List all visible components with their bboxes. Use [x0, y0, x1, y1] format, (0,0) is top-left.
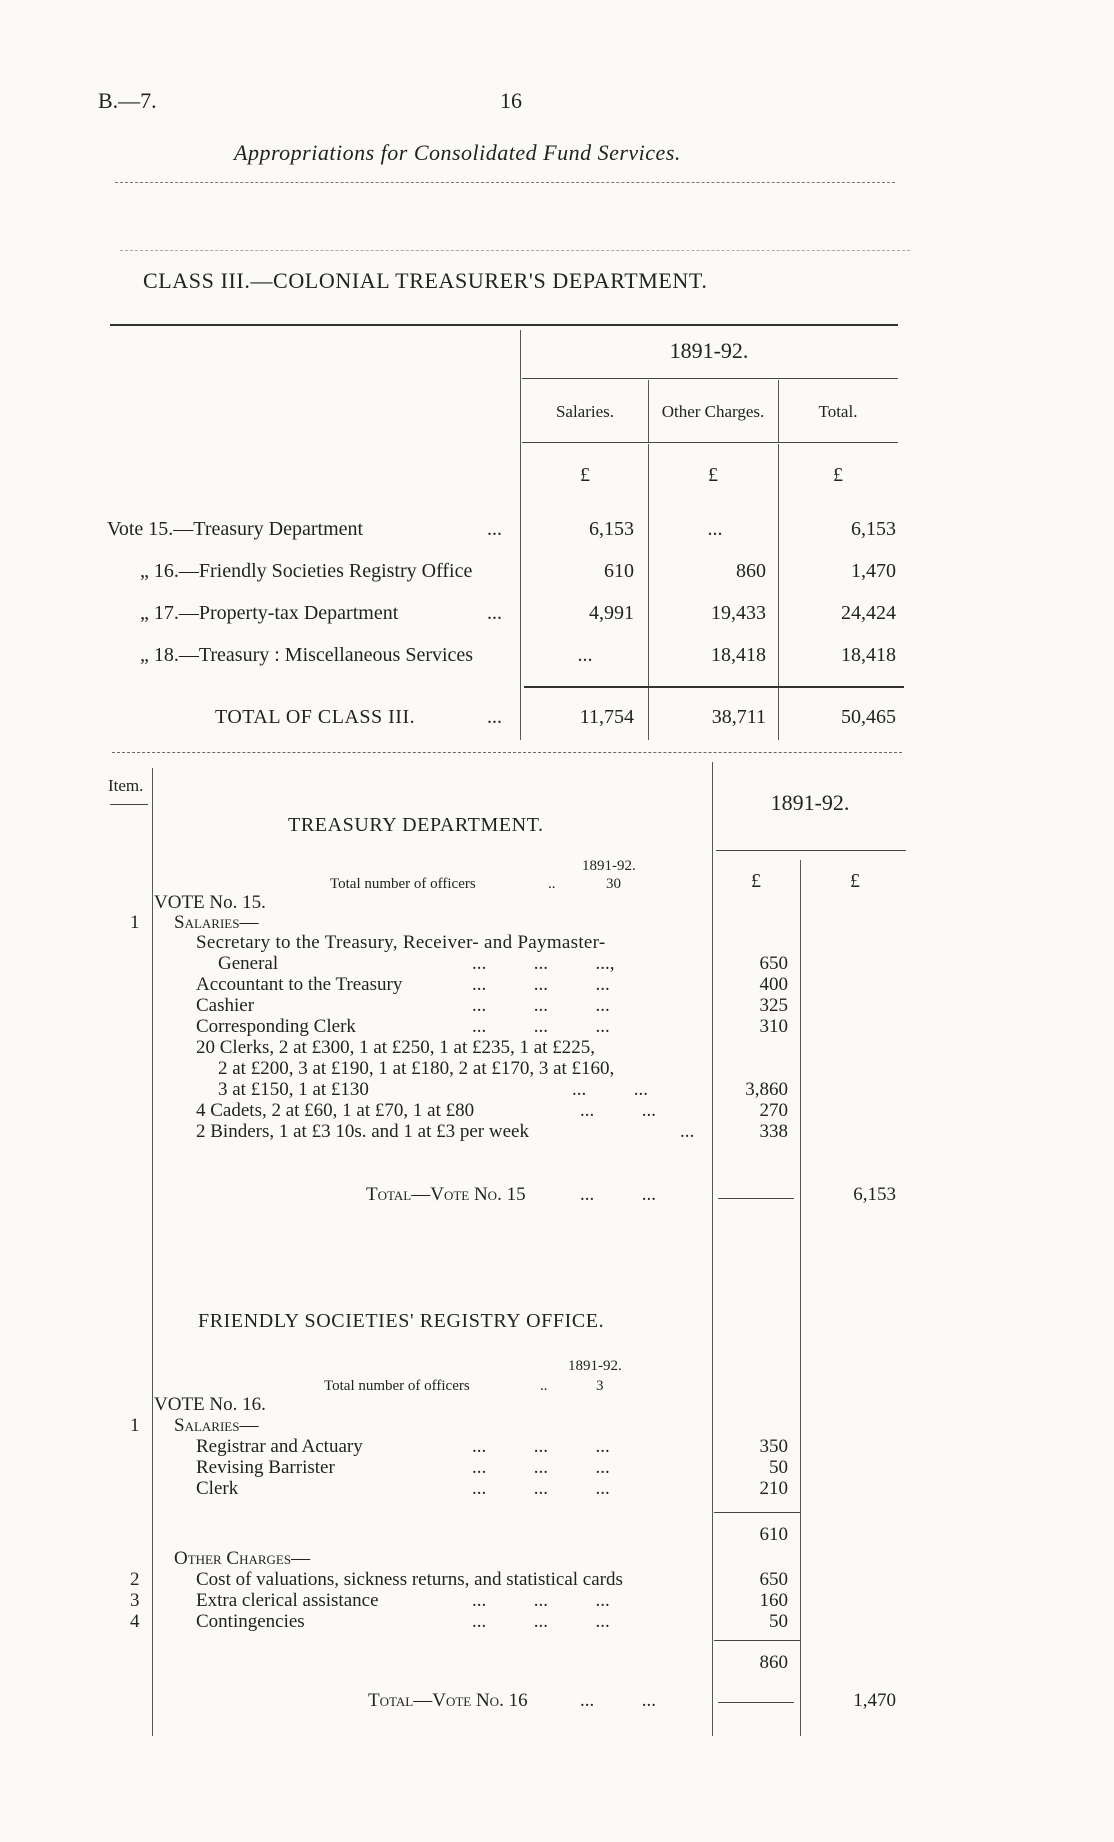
- summary-row-other: ...: [707, 518, 723, 540]
- friendly-total-label: Total—Vote No. 16: [368, 1690, 528, 1711]
- class-heading-rule: [110, 324, 898, 326]
- line-dots: ... ... ...: [472, 1016, 610, 1037]
- line-amount: 210: [759, 1478, 788, 1499]
- treasury-officers-dots: ..: [548, 876, 556, 892]
- header-rule: [115, 182, 895, 183]
- summary-row-salaries: 4,991: [589, 602, 634, 624]
- line-item-number: 4: [130, 1611, 140, 1632]
- treasury-total-dots: ... ...: [580, 1184, 656, 1205]
- amount-column-rule: [712, 762, 713, 1736]
- treasury-vote-heading: VOTE No. 15.: [154, 892, 266, 913]
- summary-total-salaries: 11,754: [579, 706, 634, 728]
- page-number: 16: [500, 88, 522, 113]
- line-text: 20 Clerks, 2 at £300, 1 at £250, 1 at £235, 1 at £225,: [196, 1037, 595, 1058]
- line-dots: ... ... ...: [472, 1478, 610, 1499]
- detail-currency-total: £: [850, 870, 860, 892]
- summary-row-dots: ...: [487, 518, 502, 540]
- line-amount: 350: [759, 1436, 788, 1457]
- treasury-title: TREASURY DEPARTMENT.: [288, 814, 544, 836]
- line-text: Contingencies: [196, 1611, 305, 1632]
- treasury-total-amount: 6,153: [853, 1184, 896, 1205]
- line-text: Secretary to the Treasury, Receiver- and Paymaster-: [196, 932, 606, 953]
- line-dots: ... ... ...: [472, 1457, 610, 1478]
- friendly-salary-subtotal: 610: [759, 1524, 788, 1545]
- summary-col-salaries: Salaries.: [555, 402, 615, 421]
- line-dots: ... ... ...,: [472, 953, 615, 974]
- summary-year: 1891-92.: [669, 338, 749, 363]
- friendly-vote-heading: VOTE No. 16.: [154, 1394, 266, 1415]
- line-text: Cashier: [196, 995, 255, 1016]
- line-text: Registrar and Actuary: [196, 1436, 363, 1457]
- summary-row-total: 6,153: [851, 518, 896, 540]
- friendly-officers-year: 1891-92.: [568, 1358, 622, 1374]
- line-amount: 650: [759, 1569, 788, 1590]
- summary-row-dots: ...: [487, 602, 502, 624]
- treasury-officers-label: Total number of officers: [330, 876, 476, 892]
- line-amount: 50: [769, 1611, 788, 1632]
- friendly-other-heading: Other Charges—: [174, 1548, 311, 1569]
- summary-row-label: Vote 15.—Treasury Department: [107, 518, 364, 540]
- summary-row-label: „ 17.—Property-tax Department: [140, 602, 399, 624]
- treasury-salaries-heading: Salaries—: [174, 912, 259, 933]
- line-dots: ... ...: [580, 1100, 656, 1121]
- total-column-rule: [800, 860, 801, 1736]
- line-amount: 400: [759, 974, 788, 995]
- line-text: 2 Binders, 1 at £3 10s. and 1 at £3 per week: [196, 1121, 529, 1142]
- line-amount: 650: [759, 953, 788, 974]
- summary-col-total: Total.: [818, 402, 858, 421]
- line-text: General: [218, 953, 279, 974]
- class-heading: CLASS III.—COLONIAL TREASURER'S DEPARTMENT.: [143, 268, 708, 293]
- summary-currency-salaries: £: [580, 464, 590, 486]
- line-text: 2 at £200, 3 at £190, 1 at £180, 2 at £170, 3 at £160,: [218, 1058, 615, 1079]
- line-text: Revising Barrister: [196, 1457, 335, 1478]
- summary-row-total: 1,470: [851, 560, 896, 582]
- summary-row-salaries: ...: [577, 644, 593, 666]
- summary-total-total: 50,465: [841, 706, 896, 728]
- line-dots: ... ... ...: [472, 1436, 610, 1457]
- summary-total-rule: [524, 686, 904, 688]
- line-amount: 325: [759, 995, 788, 1016]
- summary-row-total: 24,424: [841, 602, 896, 624]
- friendly-total-amount: 1,470: [853, 1690, 896, 1711]
- line-text: Clerk: [196, 1478, 239, 1499]
- summary-row-salaries: 6,153: [589, 518, 634, 540]
- line-amount: 338: [759, 1121, 788, 1142]
- line-amount: 50: [769, 1457, 788, 1478]
- friendly-title: FRIENDLY SOCIETIES' REGISTRY OFFICE.: [198, 1310, 605, 1332]
- line-dots: ... ... ...: [472, 1590, 610, 1611]
- line-dots: ... ... ...: [472, 974, 610, 995]
- header-rule-2: [120, 250, 910, 251]
- line-text: Accountant to the Treasury: [196, 974, 403, 995]
- report-reference: B.—7.: [98, 88, 157, 113]
- line-dots: ...: [680, 1121, 695, 1142]
- summary-total-other: 38,711: [711, 706, 766, 728]
- friendly-officers-label: Total number of officers: [324, 1378, 470, 1394]
- line-amount: 270: [759, 1100, 788, 1121]
- line-text: Cost of valuations, sickness returns, and statistical cards: [196, 1569, 623, 1590]
- summary-row-other: 18,418: [711, 644, 766, 666]
- item-column-rule: [152, 768, 153, 1736]
- friendly-salary-item: 1: [130, 1415, 140, 1436]
- summary-row-label: „ 16.—Friendly Societies Registry Office: [140, 560, 473, 582]
- line-text: Corresponding Clerk: [196, 1016, 356, 1037]
- line-amount: 160: [759, 1590, 788, 1611]
- summary-currency-other: £: [708, 464, 718, 486]
- summary-row-other: 19,433: [711, 602, 766, 624]
- summary-col-other: Other Charges.: [661, 402, 765, 421]
- friendly-other-subtotal: 860: [759, 1652, 788, 1673]
- detail-currency-amount: £: [751, 870, 761, 892]
- line-dots: ... ... ...: [472, 1611, 610, 1632]
- treasury-total-label: Total—Vote No. 15: [366, 1184, 526, 1205]
- line-dots: ... ... ...: [472, 995, 610, 1016]
- summary-total-dots: ...: [487, 706, 502, 728]
- line-item-number: 3: [130, 1590, 140, 1611]
- line-text: 3 at £150, 1 at £130: [218, 1079, 369, 1100]
- line-amount: 310: [759, 1016, 788, 1037]
- summary-row-salaries: 610: [604, 560, 634, 582]
- friendly-officers-dots: ..: [540, 1378, 548, 1394]
- line-dots: ... ...: [572, 1079, 648, 1100]
- treasury-officers-year: 1891-92.: [582, 858, 636, 874]
- line-text: 4 Cadets, 2 at £60, 1 at £70, 1 at £80: [196, 1100, 475, 1121]
- summary-currency-total: £: [833, 464, 843, 486]
- friendly-salaries-heading: Salaries—: [174, 1415, 259, 1436]
- line-amount: 3,860: [745, 1079, 788, 1100]
- item-column-header: Item.: [108, 776, 144, 795]
- summary-row-total: 18,418: [841, 644, 896, 666]
- line-item-number: 2: [130, 1569, 140, 1590]
- treasury-officers-count: 30: [606, 876, 621, 892]
- section-separator: [112, 752, 902, 753]
- line-text: Extra clerical assistance: [196, 1590, 379, 1611]
- friendly-total-dots: ... ...: [580, 1690, 656, 1711]
- summary-total-label: TOTAL OF CLASS III.: [215, 706, 416, 728]
- detail-year: 1891-92.: [770, 790, 850, 815]
- friendly-officers-count: 3: [596, 1378, 604, 1394]
- summary-row-label: „ 18.—Treasury : Miscellaneous Services: [140, 644, 474, 666]
- summary-row-other: 860: [736, 560, 766, 582]
- treasury-item-number: 1: [130, 912, 140, 933]
- page-title: Appropriations for Consolidated Fund Services.: [234, 140, 681, 165]
